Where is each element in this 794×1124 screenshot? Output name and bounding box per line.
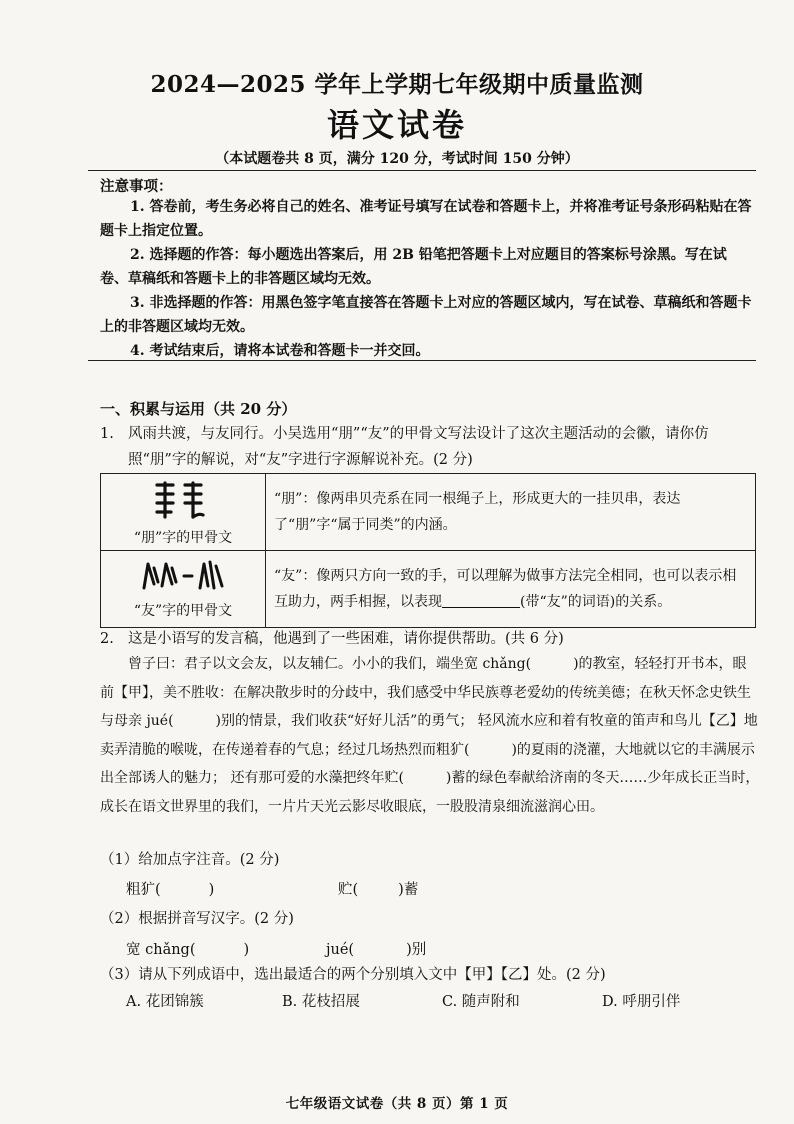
subquestion-1-label: （1）给加点字注音。(2 分) (100, 852, 280, 868)
option-c[interactable]: C. 随声附和 (442, 994, 520, 1010)
question-text: 风雨共渡，与友同行。小吴选用“朋”“友”的甲骨文写法设计了这次主题活动的会徽，请你仿照“朋”字的解说，对“友”字进行字源解说补充。(2 分) (128, 426, 709, 468)
blank-suffix: ) (243, 942, 250, 958)
notice-item: 4. 考试结束后，请将本试卷和答题卡一并交回。 (130, 343, 430, 359)
peng-oracle-icon (153, 477, 213, 521)
you-oracle-icon (138, 558, 228, 594)
you-description-end: (带“友”的词语)的关系。 (520, 594, 672, 610)
you-description-text: “友”：像两只方向一致的手，可以理解为做事方法完全相同，也可以表示相互助力，两手相握，以表现 (274, 568, 737, 610)
you-caption: “友”字的甲骨文 (133, 603, 233, 619)
blank-prefix: jué( (326, 942, 355, 958)
header-rule (88, 170, 756, 171)
option-a[interactable]: A. 花团锦簇 (126, 994, 204, 1010)
notice-heading: 注意事项： (100, 178, 173, 195)
blank-suffix: )蓄 (398, 882, 419, 898)
option-b[interactable]: B. 花枝招展 (282, 994, 360, 1010)
question-2 (100, 626, 760, 652)
blank-suffix: )别 (406, 942, 427, 958)
speech-passage (100, 650, 760, 821)
question-1 (100, 421, 760, 473)
peng-caption: “朋”字的甲骨文 (133, 530, 233, 546)
page-footer: 七年级语文试卷（共 8 页）第 1 页 (285, 1096, 509, 1112)
exam-title: 2024—2025 学年上学期七年级期中质量监测 (150, 71, 644, 98)
subquestion-3-label: （3）请从下列成语中，选出最适合的两个分别填入文中【甲】【乙】处。(2 分) (100, 967, 606, 983)
subquestion-2-b (326, 938, 426, 959)
question-number: 2. (100, 631, 114, 647)
you-glyph-cell (101, 551, 266, 628)
blank-prefix: 贮( (338, 882, 359, 898)
question-text: 这是小语写的发言稿，他遇到了一些困难，请你提供帮助。(共 6 分) (128, 631, 564, 647)
notice-list (100, 195, 752, 363)
blank-prefix: 宽 chǎng( (126, 942, 196, 958)
answer-blank[interactable] (442, 591, 520, 608)
blank-suffix: ) (208, 882, 215, 898)
peng-glyph-cell (101, 474, 266, 551)
subquestion-2-label: （2）根据拼音写汉字。(2 分) (100, 911, 294, 927)
you-description (266, 551, 756, 628)
subquestion-1-a (126, 878, 214, 899)
exam-info: （本试题卷共 8 页，满分 120 分，考试时间 150 分钟） (215, 151, 579, 167)
subquestion-1-b (338, 878, 418, 899)
peng-description: “朋”：像两串贝壳系在同一根绳子上，形成更大的一挂贝串，表达了“朋”字“属于同类”的内涵。 (266, 474, 756, 551)
blank-prefix: 粗犷( (126, 882, 161, 898)
option-d[interactable]: D. 呼朋引伴 (602, 994, 681, 1010)
notice-item: 2. 选择题的作答：每小题选出答案后，用 2B 铅笔把答题卡上对应题目的答案标号涂黑。写在试卷、草稿纸和答题卡上的非答题区域均无效。 (100, 247, 727, 287)
question-number: 1. (100, 426, 114, 442)
exam-subject: 语文试卷 (326, 106, 467, 144)
section-heading: 一、积累与运用（共 20 分） (100, 400, 297, 418)
oracle-table (100, 473, 756, 628)
notice-item: 3. 非选择题的作答：用黑色签字笔直接答在答题卡上对应的答题区域内，写在试卷、草稿纸和答题卡上的非答题区域均无效。 (100, 295, 752, 335)
subquestion-2-a (126, 938, 249, 959)
passage-paragraph: 曾子曰：君子以文会友，以友辅仁。小小的我们，端坐宽 chǎng( )的教室，轻轻打开书本，眼前【甲】，美不胜收：在解决散步时的分歧中，我们感受中华民族尊老爱幼的传统美德；在秋天怀念史铁生与母亲 jué( )别的情景，我们收获“好好儿活”的勇气； 轻风流水应和着有牧童的笛声和鸟儿【乙】地卖弄清脆的喉咙，在传递着春的气息；经过几场热烈而粗犷( )的夏雨的浇灌，大地就以它的丰满展示出全部诱人的魅力； 还有那可爱的水藻把终年贮( )蓄的绿色奉献给济南的冬天……少年成长正当时，成长在语文世界里的我们，一片片天光云影尽收眼底，一股股清泉细流滋润心田。 (100, 656, 760, 815)
notice-item: 1. 答卷前，考生务必将自己的姓名、准考证号填写在试卷和答题卡上，并将准考证号条形码粘贴在答题卡上指定位置。 (100, 199, 752, 239)
notice-rule (88, 360, 756, 361)
